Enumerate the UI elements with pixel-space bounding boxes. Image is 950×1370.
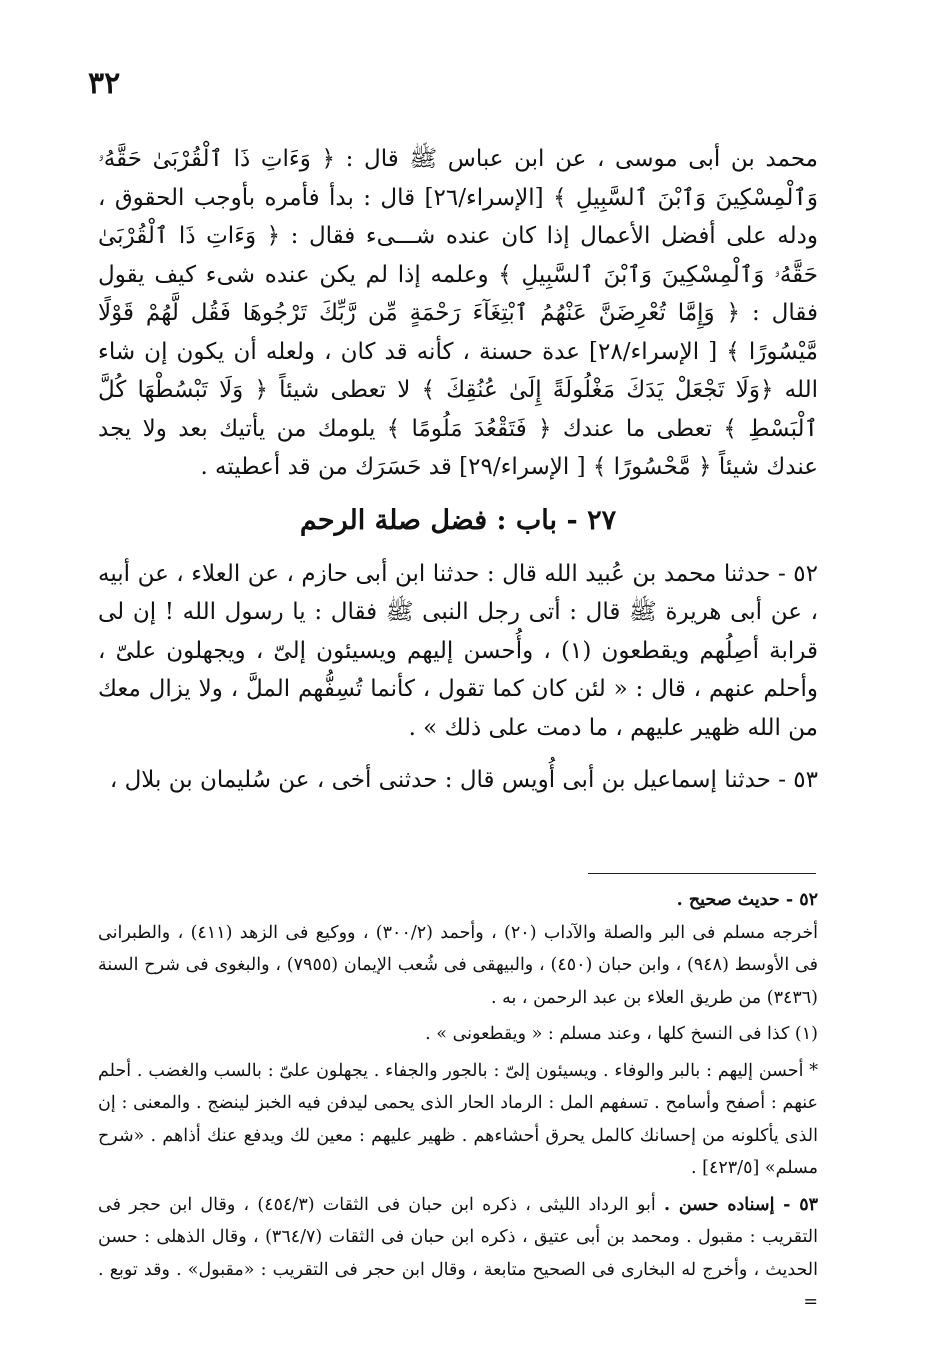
footnote-53-text: أبو الرداد الليثى ، ذكره ابن حبان فى الثقات (٤٥٤/٣) ، وقال ابن حجر فى التقريب : مقبول . ومحمد بن أبى عتيق ، ذكره ابن حبان فى الثقات (٣٦٤/٧) ، وقال الذهلى : حسن الحديث ، وأخرج له البخارى فى الصحيح متابعة ، وقال ابن حجر فى التقريب : «مقبول» . وقد توبع . = xyxy=(98,1194,818,1312)
footnote-1: (١) كذا فى النسخ كلها ، وعند مسلم : « ويقطعونى » . xyxy=(425,1024,818,1044)
footnotes xyxy=(98,884,818,1319)
commentary-paragraph: محمد بن أبى موسى ، عن ابن عباس ﷺ قال : ﴿ وَءَاتِ ذَا ٱلْقُرْبَىٰ حَقَّهُۥ وَٱلْمِسْكِينَ وَٱبْنَ ٱلسَّبِيلِ ﴾ [الإسراء/٢٦] قال : بدأ فأمره بأوجب الحقوق ، ودله على أفضل الأعمال إذا كان عنده شـــىء فقال : ﴿ وَءَاتِ ذَا ٱلْقُرْبَىٰ حَقَّهُۥ وَٱلْمِسْكِينَ وَٱبْنَ ٱلسَّبِيلِ ﴾ وعلمه إذا لم يكن عنده شىء كيف يقول فقال : ﴿ وَإِمَّا تُعْرِضَنَّ عَنْهُمُ ٱبْتِغَآءَ رَحْمَةٍ مِّن رَّبِّكَ تَرْجُوهَا فَقُل لَّهُمْ قَوْلًا مَّيْسُورًا ﴾ [ الإسراء/٢٨] عدة حسنة ، كأنه قد كان ، ولعله أن يكون إن شاء الله ﴿وَلَا تَجْعَلْ يَدَكَ مَغْلُولَةً إِلَىٰ عُنُقِكَ ﴾ لا تعطى شيئاً ﴿ وَلَا تَبْسُطْهَا كُلَّ ٱلْبَسْطِ ﴾ تعطى ما عندك ﴿ فَتَقْعُدَ مَلُومًا ﴾ يلومك من يأتيك بعد ولا يجد عندك شيئاً ﴿ مَّحْسُورًا ﴾ [ الإسراء/٢٩] قد حَسَرَك من قد أعطيته . xyxy=(98,146,819,480)
footnote-divider xyxy=(588,873,816,874)
glossary-note: * أحسن إليهم : بالبر والوفاء . ويسيئون إلىّ : بالجور والجفاء . يجهلون علىّ : بالسب والغضب . أحلم عنهم : أصفح وأسامح . تسفهم المل : الرماد الحار الذى يحمى ليدفن فيه الخبز لينضج . والمعنى : إن الذى يأكلونه من إحسانك كالمل يحرق أحشاءهم . ظهير عليهم : معين لك ويدفع عنك أذاهم . «شرح مسلم» [٤٢٣/٥] . xyxy=(98,1060,818,1178)
footnote-53-label: ٥٣ - إسناده حسن . xyxy=(663,1194,818,1215)
chapter-heading: ٢٧ - باب : فضل صلة الرحم xyxy=(299,504,617,536)
page-number: ٣٢ xyxy=(88,66,121,101)
hadith-53: ٥٣ - حدثنا إسماعيل بن أبى أُويس قال : حدثنى أخى ، عن سُليمان بن بلال ، xyxy=(109,767,818,793)
footnote-53 xyxy=(98,1189,818,1319)
footnote-52-text: أخرجه مسلم فى البر والصلة والآداب (٢٠) ، وأحمد (٣٠٠/٢) ، ووكيع فى الزهد (٤١١) ، والطبرانى فى الأوسط (٩٤٨) ، وابن حبان (٤٥٠) ، والبيهقى فى شُعب الإيمان (٧٩٥٥) ، والبغوى فى شرح السنة (٣٤٣٦) من طريق العلاء بن عبد الرحمن ، به . xyxy=(98,922,819,1008)
footnote-52-label: ٥٢ - حديث صحيح . xyxy=(676,890,818,910)
main-text xyxy=(98,140,818,814)
hadith-52: ٥٢ - حدثنا محمد بن عُبيد الله قال : حدثنا ابن أبى حازم ، عن العلاء ، عن أبيه ، عن أبى هريرة ﷺ قال : أتى رجل النبى ﷺ فقال : يا رسول الله ! إن لى قرابة أصِلُهم ويقطعون (١) ، وأُحسن إليهم ويسيئون إلىّ ، ويجهلون علىّ ، وأحلم عنهم ، قال : « لئن كان كما تقول ، كأنما تُسِفُّهم الملَّ ، ولا يزال معك من الله ظهير عليهم ، ما دمت على ذلك » . xyxy=(98,560,818,741)
